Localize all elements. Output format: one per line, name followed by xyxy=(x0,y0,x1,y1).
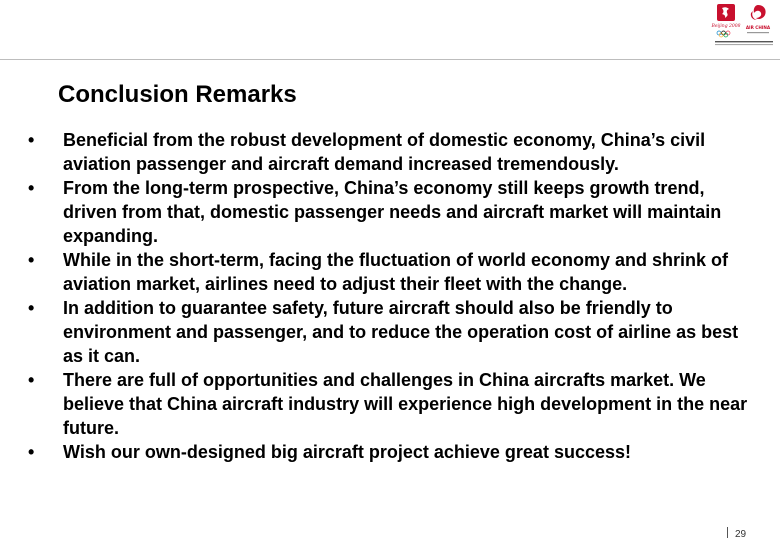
slide-title: Conclusion Remarks xyxy=(58,81,297,108)
bullet-text: There are full of opportunities and challenges in China aircrafts market. We believe that China aircraft industry will experience high development in the near future. xyxy=(63,370,748,438)
airline-wordmark: AIR CHINA xyxy=(745,25,771,30)
bullet-marker: • xyxy=(28,250,35,270)
bullet-item xyxy=(28,368,748,440)
header-logos xyxy=(711,3,774,49)
bullet-text: Beneficial from the robust development of domestic economy, China’s civil aviation passenger and aircraft demand increased tremendously. xyxy=(63,130,706,174)
conclusion-bullet-list xyxy=(28,128,748,464)
bullet-text: In addition to guarantee safety, future aircraft should also be friendly to environment and passenger, and to reduce the operation cost of airline as best as it can. xyxy=(63,298,739,366)
bullet-marker: • xyxy=(28,370,35,390)
bullet-item xyxy=(28,248,748,296)
bullet-text: From the long-term prospective, China’s economy still keeps growth trend, driven from that, domestic passenger needs and aircraft market will maintain expanding. xyxy=(63,178,722,246)
header-divider xyxy=(0,59,780,60)
sponsor-tagline-mark xyxy=(714,40,774,47)
bullet-marker: • xyxy=(28,178,35,198)
bullet-text: Wish our own-designed big aircraft project achieve great success! xyxy=(63,442,631,462)
footer-divider xyxy=(727,527,728,538)
bullet-item xyxy=(28,128,748,176)
beijing-2008-emblem-icon xyxy=(711,3,741,37)
bullet-marker: • xyxy=(28,442,35,462)
bullet-marker: • xyxy=(28,130,35,150)
bullet-item xyxy=(28,440,748,464)
beijing-2008-wordmark: Beijing 2008 xyxy=(711,24,741,29)
bullet-item xyxy=(28,176,748,248)
page-number: 29 xyxy=(735,529,747,540)
phoenix-logo-icon xyxy=(744,3,772,37)
bullet-item xyxy=(28,296,748,368)
bullet-marker: • xyxy=(28,298,35,318)
page-footer xyxy=(727,527,746,540)
bullet-text: While in the short-term, facing the fluctuation of world economy and shrink of aviation market, airlines need to adjust their fleet with the change. xyxy=(63,250,729,294)
